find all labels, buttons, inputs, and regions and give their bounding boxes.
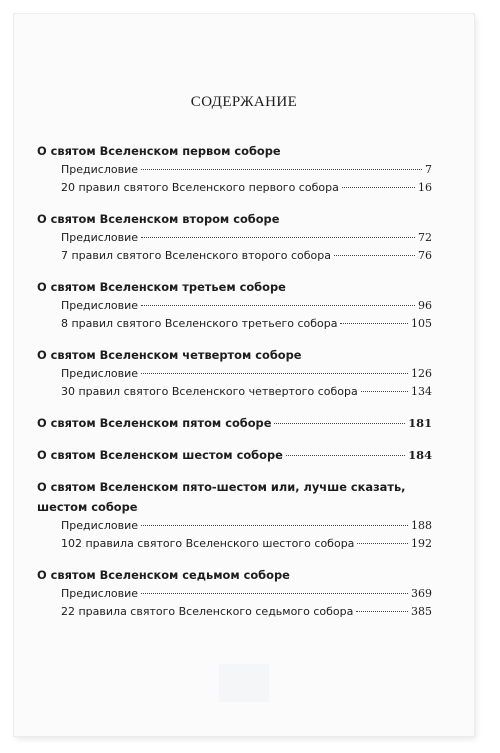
toc-section	[37, 565, 432, 621]
toc-entry	[37, 161, 432, 179]
page-number: 96	[418, 299, 432, 312]
dot-leader	[357, 543, 408, 544]
page-number: 192	[411, 537, 432, 550]
section-heading-text: О святом Вселенском шестом соборе	[37, 448, 283, 462]
section-heading-text: О святом Вселенском третьем соборе	[37, 280, 286, 294]
page-number: 76	[418, 249, 432, 262]
toc-entry	[37, 315, 432, 333]
toc-section	[37, 445, 432, 465]
section-heading-text: О святом Вселенском первом соборе	[37, 144, 281, 158]
page-number: 7	[425, 163, 432, 176]
entry-label: Предисловие	[61, 519, 138, 532]
dot-leader	[334, 255, 415, 256]
toc-entry	[37, 297, 432, 315]
book-page	[14, 14, 474, 736]
entry-label: 7 правил святого Вселенского второго собора	[61, 249, 331, 262]
page-number: 134	[411, 385, 432, 398]
toc-section-heading	[37, 413, 432, 433]
dot-leader	[141, 237, 415, 238]
dot-leader	[356, 611, 408, 612]
entry-label: Предисловие	[61, 163, 138, 176]
toc-title: СОДЕРЖАНИЕ	[190, 94, 298, 110]
dot-leader	[274, 423, 405, 424]
page-number: 72	[418, 231, 432, 244]
toc-section-heading	[37, 345, 432, 365]
toc-section-heading	[37, 209, 432, 229]
page-number: 184	[408, 448, 432, 462]
toc-entry	[37, 365, 432, 383]
dot-leader	[141, 169, 422, 170]
section-heading-text: О святом Вселенском пято-шестом или, лучше сказать, шестом соборе	[37, 480, 406, 514]
entry-label: 20 правил святого Вселенского первого собора	[61, 181, 339, 194]
toc-entry	[37, 383, 432, 401]
dot-leader	[361, 391, 408, 392]
section-heading-text: О святом Вселенском втором соборе	[37, 212, 280, 226]
show-through-mark	[219, 664, 269, 702]
page-number: 385	[411, 605, 432, 618]
dot-leader	[141, 525, 408, 526]
toc-section	[37, 209, 432, 265]
page-number: 369	[411, 587, 432, 600]
dot-leader	[141, 305, 415, 306]
dot-leader	[141, 373, 408, 374]
entry-label: Предисловие	[61, 231, 138, 244]
dot-leader	[342, 187, 415, 188]
toc-section-heading	[37, 141, 432, 161]
toc-section-heading	[37, 477, 432, 517]
entry-label: 22 правила святого Вселенского седьмого собора	[61, 605, 354, 618]
section-heading-text: О святом Вселенском седьмом соборе	[37, 568, 290, 582]
toc-entry	[37, 247, 432, 265]
toc-entry	[37, 179, 432, 197]
toc-section	[37, 141, 432, 197]
page-number: 16	[418, 181, 432, 194]
entry-label: 8 правил святого Вселенского третьего собора	[61, 317, 338, 330]
section-heading-text: О святом Вселенском пятом соборе	[37, 416, 272, 430]
dot-leader	[141, 593, 408, 594]
entry-label: Предисловие	[61, 299, 138, 312]
page-number: 188	[411, 519, 432, 532]
toc-entry	[37, 603, 432, 621]
entry-label: Предисловие	[61, 587, 138, 600]
toc-entry	[37, 517, 432, 535]
toc-entry	[37, 585, 432, 603]
dot-leader	[340, 323, 408, 324]
toc-section	[37, 277, 432, 333]
toc-section-heading	[37, 445, 432, 465]
toc-section-heading	[37, 565, 432, 585]
page-number: 126	[411, 367, 432, 380]
entry-label: 30 правил святого Вселенского четвертого собора	[61, 385, 358, 398]
page-number: 105	[411, 317, 432, 330]
toc-section-heading	[37, 277, 432, 297]
entry-label: Предисловие	[61, 367, 138, 380]
entry-label: 102 правила святого Вселенского шестого собора	[61, 537, 355, 550]
toc-entry	[37, 229, 432, 247]
page-number: 181	[408, 416, 432, 430]
toc-section	[37, 345, 432, 401]
toc-list	[37, 141, 432, 633]
toc-section	[37, 477, 432, 553]
section-heading-text: О святом Вселенском четвертом соборе	[37, 348, 302, 362]
toc-entry	[37, 535, 432, 553]
dot-leader	[286, 455, 405, 456]
toc-section	[37, 413, 432, 433]
